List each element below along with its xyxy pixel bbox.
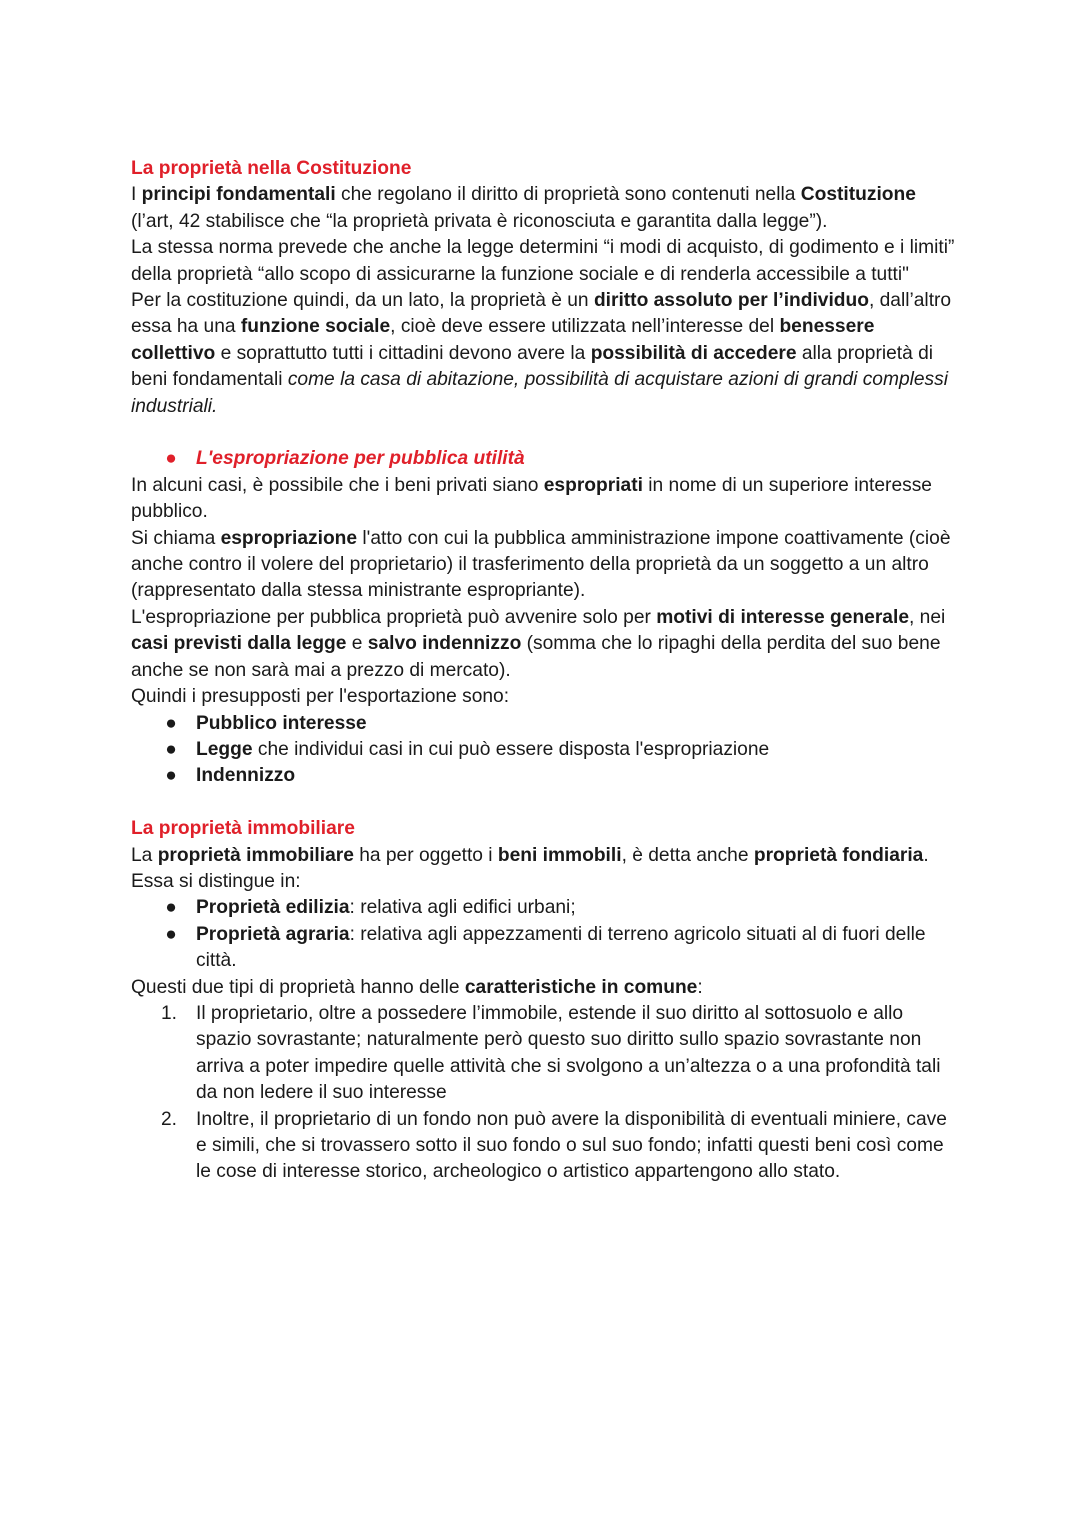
paragraph: L'espropriazione per pubblica proprietà può avvenire solo per motivi di interesse generale, nei casi previsti dalla legge e salvo indennizzo (somma che lo ripaghi della perdita del suo bene anche se non sarà mai a prezzo di mercato). [131, 606, 946, 681]
paragraph: I principi fondamentali che regolano il diritto di proprietà sono contenuti nella Costituzione (l’art, 42 stabilisce che “la proprietà privata è riconosciuta e garantita dalla legge”). [131, 184, 916, 232]
paragraph: La proprietà immobiliare ha per oggetto i beni immobili, è detta anche proprietà fondiaria. [131, 844, 929, 866]
list-item: ● Proprietà agraria: relativa agli appezzamenti di terreno agricolo situati al di fuori delle città. [131, 922, 961, 975]
list-item: ● Legge che individui casi in cui può essere disposta l'espropriazione [131, 737, 961, 763]
bullet-icon: ● [165, 712, 177, 734]
section-title-immobiliare: La proprietà immobiliare [131, 818, 355, 840]
numbered-list-caratteristiche [131, 1001, 961, 1186]
bullet-list-tipi [131, 895, 961, 974]
bullet-icon: ● [165, 765, 177, 787]
list-number: 1. [161, 1002, 178, 1024]
bullet-icon: ● [165, 897, 177, 919]
list-number: 2. [161, 1108, 178, 1130]
document-body [131, 156, 961, 1186]
bullet-list-presupposti [131, 711, 961, 790]
paragraph: Essa si distingue in: [131, 870, 301, 892]
list-item: ● Pubblico interesse [131, 711, 961, 737]
bullet-icon: ● [165, 738, 177, 760]
bullet-icon: ● [165, 923, 177, 945]
paragraph: Si chiama espropriazione l'atto con cui la pubblica amministrazione impone coattivamente (cioè anche contro il volere del proprietario) il trasferimento della proprietà da un soggetto a un altro (rappresentato dalla stessa ministrante espropriante). [131, 527, 951, 602]
paragraph: Per la costituzione quindi, da un lato, la proprietà è un diritto assoluto per l’individuo, dall’altro essa ha una funzione sociale, cioè deve essere utilizzata nell’interesse del benessere collettivo e soprattutto tutti i cittadini devono avere la possibilità di accedere alla proprietà di beni fondamentali come la casa di abitazione, possibilità di acquistare azioni di grandi complessi industriali. [131, 290, 952, 417]
list-item: 1. Il proprietario, oltre a possedere l’immobile, estende il suo diritto al sottosuolo e allo spazio sovrastante; naturalmente però questo suo diritto sullo spazio sovrastante non arriva a poter impedire quelle attività che si svolgono a un’altezza o a una profondità tali da non ledere il suo interesse [161, 1002, 941, 1104]
paragraph: La stessa norma prevede che anche la legge determini “i modi di acquisto, di godimento e i limiti” della proprietà “allo scopo di assicurarne la funzione sociale e di renderla accessibile a tutti" [131, 237, 955, 285]
paragraph: In alcuni casi, è possibile che i beni privati siano espropriati in nome di un superiore interesse pubblico. [131, 474, 932, 523]
list-item: ● Indennizzo [131, 763, 961, 789]
section-title-espropriazione: ● L'espropriazione per pubblica utilità [131, 446, 961, 472]
list-item: ● Proprietà edilizia: relativa agli edifici urbani; [131, 895, 961, 921]
paragraph: Quindi i presupposti per l'esportazione sono: [131, 686, 510, 708]
list-item: 2. Inoltre, il proprietario di un fondo non può avere la disponibilità di eventuali miniere, cave e simili, che si trovassero sotto il suo fondo o sul suo fondo; infatti questi beni così come le cose di interesse storico, archeologico o artistico appartengono allo stato. [161, 1108, 947, 1183]
bullet-icon: ● [165, 448, 177, 470]
section-title-costituzione: La proprietà nella Costituzione [131, 158, 412, 179]
paragraph: Questi due tipi di proprietà hanno delle caratteristiche in comune: [131, 976, 703, 998]
